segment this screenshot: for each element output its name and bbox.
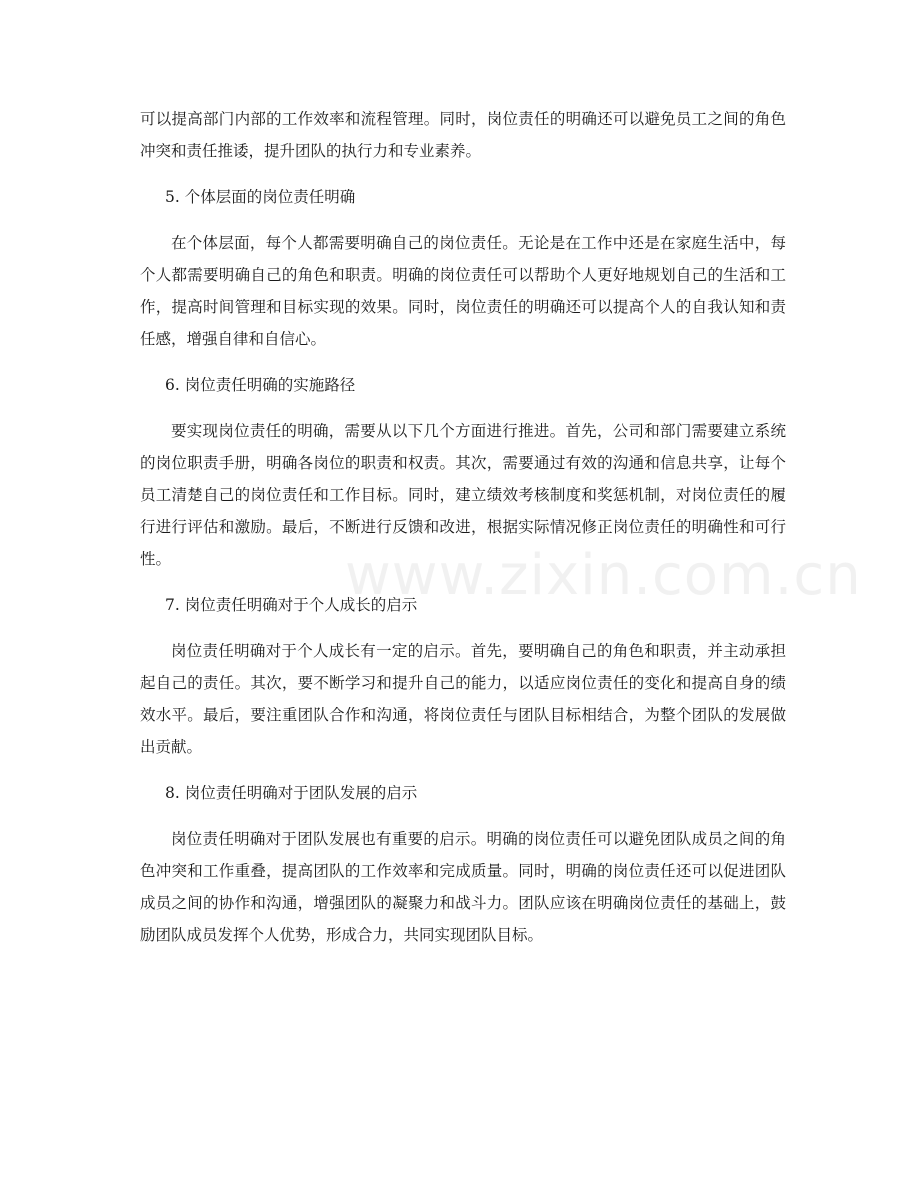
section-heading-5: 5. 个体层面的岗位责任明确 xyxy=(165,188,356,206)
watermark: www.zixin.com.cn xyxy=(345,543,862,608)
section-heading-8: 8. 岗位责任明确对于团队发展的启示 xyxy=(165,784,418,802)
section-heading-6: 6. 岗位责任明确的实施路径 xyxy=(165,376,356,394)
paragraph-continuation: 可以提高部门内部的工作效率和流程管理。同时，岗位责任的明确还可以避免员工之间的角色冲突和责任推诿，提升团队的执行力和专业素养。 xyxy=(140,110,786,160)
paragraph-section-8: 岗位责任明确对于团队发展也有重要的启示。明确的岗位责任可以避免团队成员之间的角色冲突和工作重叠，提高团队的工作效率和完成质量。同时，明确的岗位责任还可以促进团队成员之间的协作和沟通，增强团队的凝聚力和战斗力。团队应该在明确岗位责任的基础上，鼓励团队成员发挥个人优势，形成合力，共同实现团队目标。 xyxy=(140,830,786,944)
section-heading-7: 7. 岗位责任明确对于个人成长的启示 xyxy=(165,596,418,614)
paragraph-section-6: 要实现岗位责任的明确，需要从以下几个方面进行推进。首先，公司和部门需要建立系统的岗位职责手册，明确各岗位的职责和权责。其次，需要通过有效的沟通和信息共享，让每个员工清楚自己的岗位责任和工作目标。同时，建立绩效考核制度和奖惩机制，对岗位责任的履行进行评估和激励。最后，不断进行反馈和改进，根据实际情况修正岗位责任的明确性和可行性。 xyxy=(140,422,786,568)
paragraph-section-7: 岗位责任明确对于个人成长有一定的启示。首先，要明确自己的角色和职责，并主动承担起自己的责任。其次，要不断学习和提升自己的能力，以适应岗位责任的变化和提高自身的绩效水平。最后，要注重团队合作和沟通，将岗位责任与团队目标相结合，为整个团队的发展做出贡献。 xyxy=(140,642,786,756)
paragraph-section-5: 在个体层面，每个人都需要明确自己的岗位责任。无论是在工作中还是在家庭生活中，每个人都需要明确自己的角色和职责。明确的岗位责任可以帮助个人更好地规划自己的生活和工作，提高时间管理和目标实现的效果。同时，岗位责任的明确还可以提高个人的自我认知和责任感，增强自律和自信心。 xyxy=(140,234,786,348)
document-body xyxy=(140,103,786,965)
